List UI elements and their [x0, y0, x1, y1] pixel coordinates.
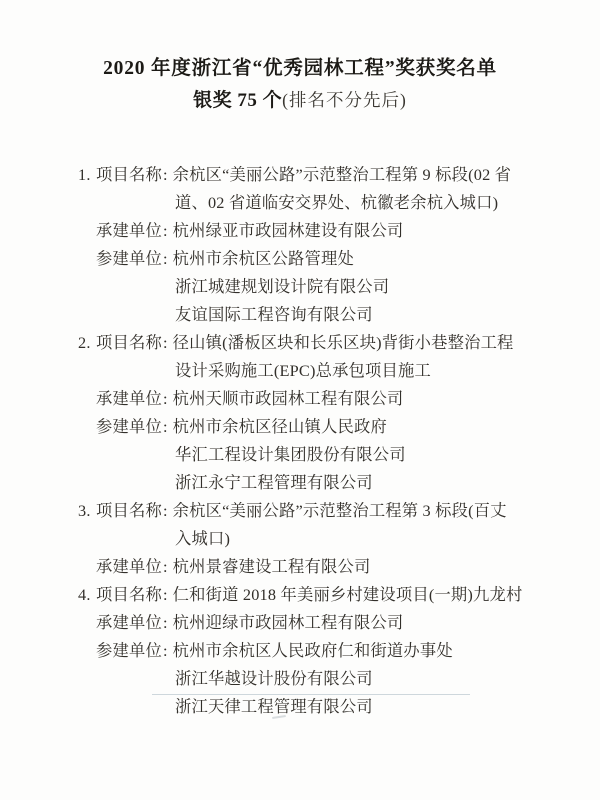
award-item-2-name-cont: [78, 357, 600, 385]
award-item-1-participant-3: [78, 301, 600, 329]
label-colon: :: [162, 249, 168, 268]
subtitle-note: (排名不分先后): [282, 90, 407, 110]
field-label-project: 项目名称: [96, 501, 162, 520]
label-colon: :: [162, 165, 168, 184]
award-item-3-name: [78, 497, 600, 525]
field-label-participant: 参建单位: [96, 641, 162, 660]
label-colon: :: [162, 417, 168, 436]
label-colon: :: [162, 221, 168, 240]
award-item-1-builder: [78, 217, 600, 245]
project-name-line: 余杭区“美丽公路”示范整治工程第 3 标段(百丈: [172, 501, 507, 520]
company-name: 杭州迎绿市政园林工程有限公司: [172, 613, 404, 632]
company-name: 杭州景睿建设工程有限公司: [172, 557, 371, 576]
field-label-builder: 承建单位: [96, 389, 162, 408]
label-colon: :: [162, 333, 168, 352]
project-name-line: 入城口): [175, 529, 231, 548]
project-name-line: 仁和街道 2018 年美丽乡村建设项目(一期)九龙村: [172, 585, 523, 604]
company-name: 华汇工程设计集团股份有限公司: [175, 445, 406, 464]
company-name: 浙江华越设计股份有限公司: [175, 669, 373, 688]
award-item-1-name-cont: [78, 189, 600, 217]
field-label-project: 项目名称: [96, 333, 162, 352]
project-name-line: 道、02 省道临安交界处、杭徽老余杭入城口): [175, 193, 499, 212]
subtitle-award-count: 银奖 75 个: [193, 90, 283, 111]
project-name-line: 余杭区“美丽公路”示范整治工程第 9 标段(02 省: [172, 165, 512, 184]
item-number: 3.: [78, 501, 91, 520]
field-label-project: 项目名称: [96, 585, 162, 604]
company-name: 友谊国际工程咨询有限公司: [175, 305, 373, 324]
project-name-line: 径山镇(潘板区块和长乐区块)背街小巷整治工程: [172, 333, 514, 352]
award-item-2-participant: [78, 413, 600, 441]
company-name: 杭州市余杭区人民政府仁和街道办事处: [172, 641, 453, 660]
field-label-project: 项目名称: [96, 165, 162, 184]
company-name: 杭州天顺市政园林工程有限公司: [172, 389, 404, 408]
document-title: 2020 年度浙江省“优秀园林工程”奖获奖名单: [103, 58, 497, 79]
project-name-line: 设计采购施工(EPC)总承包项目施工: [175, 361, 431, 380]
award-item-1-name: [78, 161, 600, 189]
award-item-3-builder: [78, 553, 600, 581]
award-item-2-participant-2: [78, 441, 600, 469]
award-item-4-participant: [78, 637, 600, 665]
company-name: 浙江永宁工程管理有限公司: [175, 473, 373, 492]
company-name: 杭州市余杭区径山镇人民政府: [172, 417, 387, 436]
label-colon: :: [162, 389, 168, 408]
item-number: 2.: [78, 333, 91, 352]
field-label-builder: 承建单位: [96, 221, 162, 240]
award-item-4-participant-3: [78, 693, 600, 721]
field-label-builder: 承建单位: [96, 613, 162, 632]
scan-artifact-line: [152, 694, 470, 695]
label-colon: :: [162, 641, 168, 660]
field-label-participant: 参建单位: [96, 417, 162, 436]
award-item-4-participant-2: [78, 665, 600, 693]
label-colon: :: [162, 501, 168, 520]
field-label-participant: 参建单位: [96, 249, 162, 268]
award-item-2-participant-3: [78, 469, 600, 497]
item-number: 1.: [78, 165, 91, 184]
company-name: 浙江天律工程管理有限公司: [175, 697, 373, 716]
award-item-1-participant-2: [78, 273, 600, 301]
label-colon: :: [162, 613, 168, 632]
field-label-builder: 承建单位: [96, 557, 162, 576]
company-name: 杭州市余杭区公路管理处: [172, 249, 354, 268]
award-list: [78, 161, 600, 721]
award-item-4-builder: [78, 609, 600, 637]
award-item-2-builder: [78, 385, 600, 413]
award-item-1-participant: [78, 245, 600, 273]
document-subtitle: [0, 84, 600, 118]
company-name: 杭州绿亚市政园林建设有限公司: [172, 221, 404, 240]
label-colon: :: [162, 557, 168, 576]
award-item-4-name: [78, 581, 600, 609]
award-item-2-name: [78, 329, 600, 357]
label-colon: :: [162, 585, 168, 604]
company-name: 浙江城建规划设计院有限公司: [175, 277, 390, 296]
item-number: 4.: [78, 585, 91, 604]
award-item-3-name-cont: [78, 525, 600, 553]
